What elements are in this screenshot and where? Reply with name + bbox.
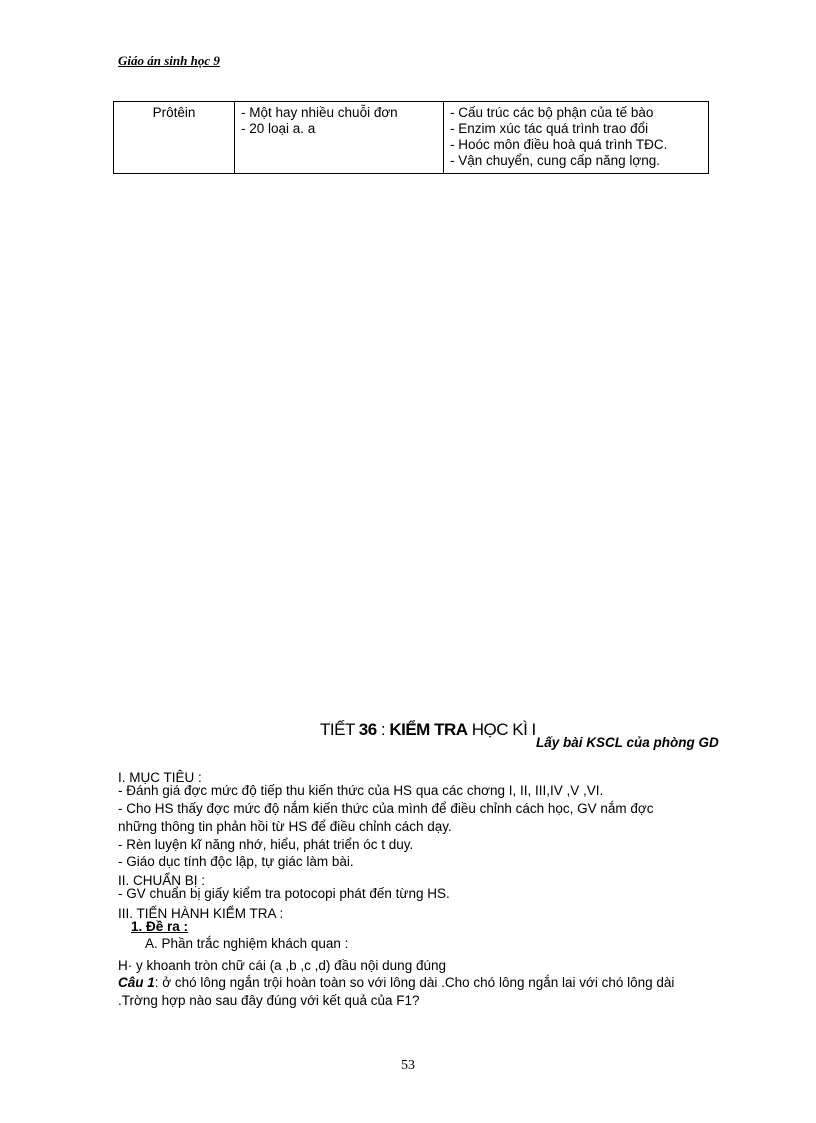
function-line: - Vận chuyển, cung cấp năng lợng.	[450, 153, 660, 168]
table-row	[114, 102, 709, 174]
table-cell-structure	[235, 102, 444, 174]
objective-line: - Giáo dục tính độc lập, tự giác làm bài.	[118, 854, 354, 869]
question-text: : ở chó lông ngắn trội hoàn toàn so với lông dài .Cho chó lông ngắn lai với chó lông dài	[154, 975, 675, 990]
objective-line: - Đánh giá đợc mức độ tiếp thu kiến thức của HS qua các chơng I, II, III,IV ,V ,VI.	[118, 783, 604, 798]
lesson-title	[320, 720, 536, 740]
section-heading-procedure: III. TIẾN HÀNH KIỂM TRA :	[118, 906, 284, 921]
title-number: 36	[358, 720, 377, 739]
question-label: Câu 1	[118, 975, 155, 990]
question-line	[118, 975, 674, 991]
instruction-line: H· y khoanh tròn chữ cái (a ,b ,c ,d) đầu nội dung đúng	[118, 958, 446, 973]
protein-table	[113, 101, 709, 174]
table-cell-function	[444, 102, 709, 174]
objective-line: - Rèn luyện kĩ năng nhớ, hiểu, phát triển óc t duy.	[118, 837, 414, 852]
title-prefix: TIẾT	[320, 720, 359, 739]
subheading-exam: 1. Đề ra :	[131, 919, 189, 934]
function-line: - Cấu trúc các bộ phận của tế bào	[450, 105, 654, 120]
function-line: - Hoóc môn điều hoà quá trình TĐC.	[450, 137, 668, 152]
section-heading-objectives: I. MỤC TIÊU :	[118, 770, 202, 785]
structure-line: - Một hay nhiều chuỗi đơn	[241, 105, 398, 120]
title-separator: :	[376, 720, 390, 739]
objective-line: những thông tin phản hồi từ HS để điều chỉnh cách dạy.	[118, 819, 452, 834]
objective-line: - Cho HS thấy đợc mức độ nắm kiến thức của mình để điều chỉnh cách học, GV nắm đợc	[118, 801, 654, 816]
document-header: Giáo án sinh học 9	[118, 53, 220, 68]
question-line: .Trờng hợp nào sau đây đúng với kết quả của F1?	[118, 993, 420, 1008]
preparation-line: - GV chuẩn bị giấy kiểm tra potocopi phát đến từng HS.	[118, 886, 450, 901]
structure-line: - 20 loại a. a	[241, 121, 316, 136]
part-a-heading: A. Phần trắc nghiệm khách quan :	[145, 936, 349, 951]
subnote: Lấy bài KSCL của phòng GD	[536, 735, 719, 750]
section-heading-preparation: II. CHUẨN BỊ :	[118, 873, 206, 888]
title-suffix: HỌC KÌ I	[467, 720, 536, 739]
page-number: 53	[401, 1058, 415, 1073]
function-line: - Enzim xúc tác quá trình trao đổi	[450, 121, 649, 136]
table-cell-name: Prôtêin	[114, 102, 235, 174]
title-bold: KIỂM TRA	[389, 720, 468, 739]
